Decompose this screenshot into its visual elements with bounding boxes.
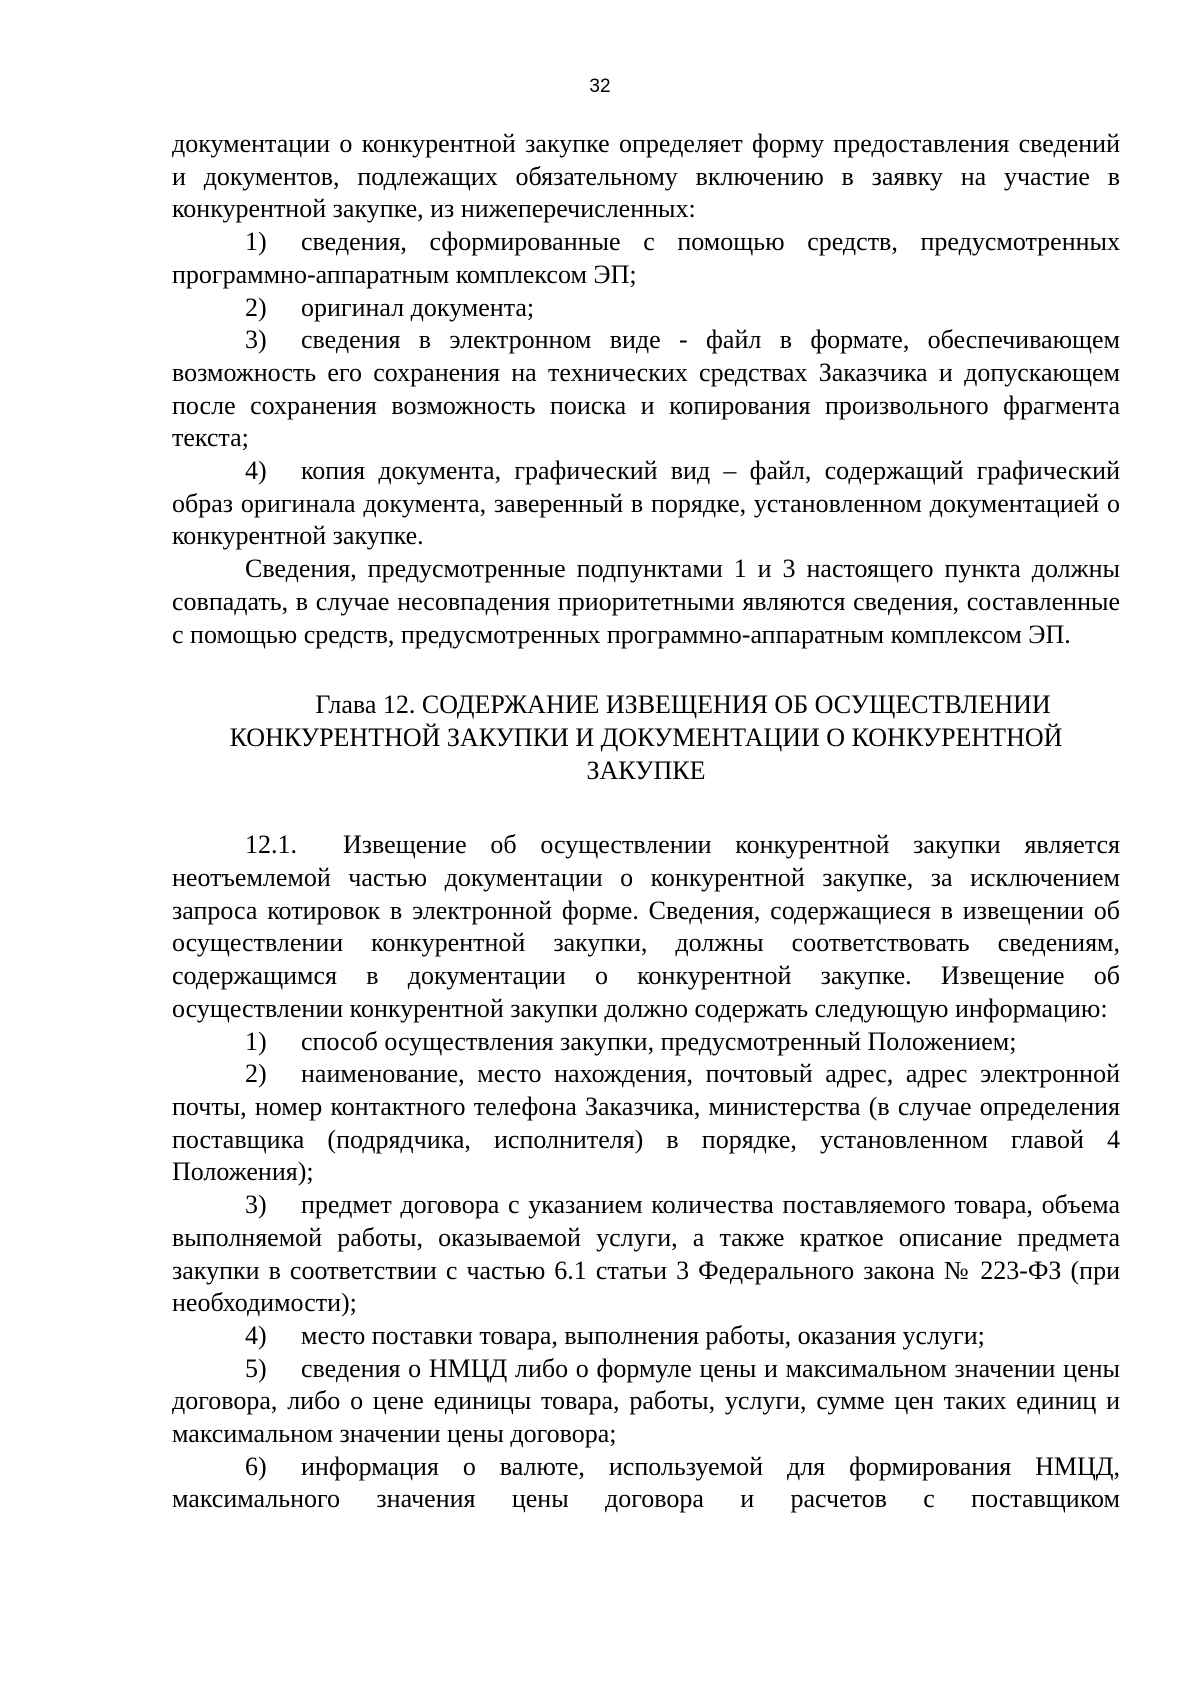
chapter-heading-line: ЗАКУПКЕ (586, 755, 706, 785)
list-item-text: место поставки товара, выполнения работы, оказания услуги; (301, 1320, 985, 1350)
chapter-heading-line: КОНКУРЕНТНОЙ ЗАКУПКИ И ДОКУМЕНТАЦИИ О КОНКУРЕНТНОЙ (229, 722, 1063, 752)
list-item-number: 3) (245, 1190, 267, 1220)
section-number: 12.1. (245, 830, 297, 860)
section-paragraph-12-1 (172, 829, 1120, 1025)
list-item (172, 1353, 1120, 1451)
section-text: Извещение об осуществлении конкурентной закупки является неотъемлемой частью документации о конкурентной закупке, за исключением запроса котировок в электронной форме. Сведения, содержащиеся в извещении об осуществлении конкурентной закупки, должны соответствовать сведениям, содержащимся в документации о конкурентной закупке. Извещение об осуществлении конкурентной закупки должно содержать следующую информацию: (172, 830, 1120, 1023)
note-paragraph: Сведения, предусмотренные подпунктами 1 и 3 настоящего пункта должны совпадать, в случае несовпадения приоритетными являются сведения, составленные с помощью средств, предусмотренных программно-аппаратным комплексом ЭП. (172, 554, 1120, 649)
list-item (172, 324, 1120, 455)
document-body (172, 128, 1120, 1516)
list-item-text: информация о валюте, используемой для формирования НМЦД, максимального значения цены договора и расчетов с поставщиком (172, 1451, 1120, 1514)
list-item-number: 1) (245, 227, 267, 257)
page-number: 32 (589, 76, 611, 97)
list-item (172, 1026, 1120, 1059)
list-item (172, 1189, 1120, 1320)
list-item-number: 2) (245, 1059, 267, 1089)
list-item (172, 1058, 1120, 1189)
list-item-text: предмет договора с указанием количества поставляемого товара, объема выполняемой работы, оказываемой услуги, а также краткое описание предмета закупки в соответствии с частью 6.1 статьи 3 Федерального закона № 223-ФЗ (при необходимости); (172, 1190, 1120, 1318)
chapter-heading-line: Глава 12. СОДЕРЖАНИЕ ИЗВЕЩЕНИЯ ОБ ОСУЩЕСТВЛЕНИИ (315, 690, 1051, 720)
intro-paragraph: документации о конкурентной закупке определяет форму предоставления сведений и документов, подлежащих обязательному включению в заявку на участие в конкурентной закупке, из нижеперечисленных: (172, 129, 1120, 224)
list-item-text: копия документа, графический вид – файл, содержащий графический образ оригинала документа, заверенный в порядке, установленном документацией о конкурентной закупке. (172, 456, 1120, 551)
list-item (172, 226, 1120, 291)
list-item-text: сведения, сформированные с помощью средств, предусмотренных программно-аппаратным комплексом ЭП; (172, 227, 1120, 289)
list-item-number: 4) (245, 456, 267, 486)
list-item-number: 3) (245, 325, 267, 355)
list-item-text: сведения о НМЦД либо о формуле цены и максимальном значении цены договора, либо о цене единицы товара, работы, услуги, сумме цен таких единиц и максимальном значении цены договора; (172, 1353, 1120, 1449)
list-item-number: 4) (245, 1320, 267, 1350)
chapter-heading (172, 689, 1120, 787)
notice-contents-list (172, 1026, 1120, 1517)
list-item-number: 2) (245, 292, 267, 322)
list-item-text: оригинал документа; (301, 292, 535, 322)
list-item (172, 1451, 1120, 1516)
list-item-number: 1) (245, 1026, 267, 1056)
list-item (172, 292, 1120, 325)
list-item-number: 5) (245, 1353, 267, 1383)
list-item-text: сведения в электронном виде - файл в формате, обеспечивающем возможность его сохранения на технических средствах Заказчика и допускающем после сохранения возможность поиска и копирования произвольного фрагмента текста; (172, 325, 1120, 453)
list-item-text: наименование, место нахождения, почтовый адрес, адрес электронной почты, номер контактного телефона Заказчика, министерства (в случае определения поставщика (подрядчика, исполнителя) в порядке, установленном главой 4 Положения); (172, 1059, 1120, 1187)
list-item (172, 1320, 1120, 1353)
list-item (172, 455, 1120, 553)
list-item-text: способ осуществления закупки, предусмотренный Положением; (301, 1026, 1017, 1056)
submission-forms-list (172, 226, 1120, 553)
list-item-number: 6) (245, 1451, 267, 1481)
